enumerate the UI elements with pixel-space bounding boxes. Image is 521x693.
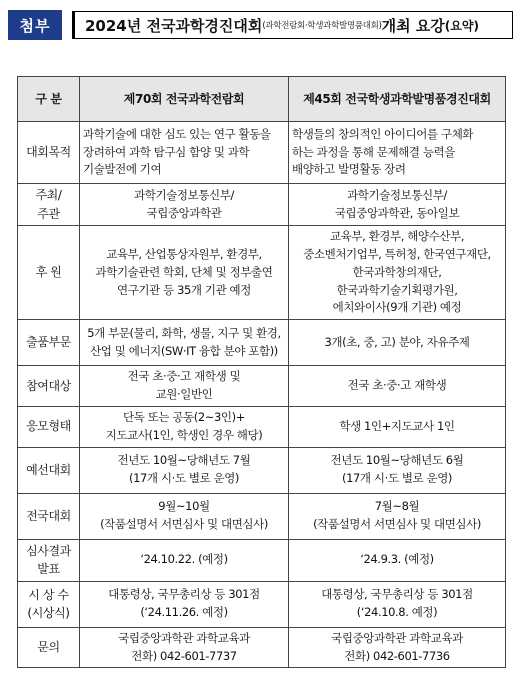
cell-line: 전국 초·중·고 재학생 및: [127, 369, 241, 384]
cell-line: 중소벤처기업부, 특허청, 한국연구재단,: [303, 247, 491, 261]
cell-line: 교원·일반인: [155, 387, 213, 402]
document-header: [8, 8, 513, 42]
cell-line: 장려하여 과학 탐구심 함양 및 과학: [83, 144, 250, 159]
table-row: [18, 627, 506, 668]
cell-line: 출품부문: [26, 335, 71, 350]
cell-line: 주관: [37, 206, 60, 221]
row-label: [18, 122, 80, 184]
table-row: [18, 493, 506, 539]
title-end: 개최 요강: [381, 16, 445, 35]
row-label: [18, 320, 80, 366]
cell-line: 대통령상, 국무총리상 등 301점: [321, 587, 473, 602]
cell-line: 에치와이사(9개 기관) 예정: [332, 300, 462, 315]
row-label: [18, 184, 80, 226]
cell-line: (‘24.10.8. 예정): [356, 605, 438, 620]
header-science-exhibition: 제70회 전국과학전람회: [80, 77, 289, 122]
row-label: [18, 226, 80, 320]
science-exhibition-cell: [80, 627, 289, 668]
cell-line: 대통령상, 국무총리상 등 301점: [108, 587, 260, 602]
invention-contest-cell: [289, 493, 506, 539]
title-tag: (요약): [444, 18, 479, 33]
cell-line: 국립중앙과학관 과학교육과: [331, 630, 463, 645]
invention-contest-cell: [289, 447, 506, 493]
cell-line: 문의: [37, 640, 60, 655]
cell-line: 발표: [37, 562, 60, 577]
cell-line: 응모형태: [26, 419, 71, 434]
title-paren: (과학전람회·학생과학발명품대회): [262, 21, 382, 31]
cell-line: (17개 시·도 별로 운영): [342, 471, 452, 485]
cell-line: 전국 초·중·고 재학생: [347, 378, 447, 393]
table-row: [18, 539, 506, 581]
table-row: [18, 366, 506, 407]
science-exhibition-cell: [80, 366, 289, 407]
cell-line: 과학기술관련 학회, 단체 및 정부출연: [95, 264, 273, 279]
cell-line: 참여대상: [26, 378, 71, 393]
cell-line: 배양하고 발명활동 장려: [292, 162, 406, 177]
cell-line: 9월~10월: [158, 499, 210, 514]
science-exhibition-cell: [80, 320, 289, 366]
table-header-row: [18, 77, 506, 122]
cell-line: (작품설명서 서면심사 및 대면심사): [313, 517, 481, 531]
table-row: [18, 320, 506, 366]
row-label: [18, 366, 80, 407]
row-label: [18, 406, 80, 447]
table-row: [18, 406, 506, 447]
document-title: [72, 11, 513, 39]
invention-contest-cell: [289, 366, 506, 407]
science-exhibition-cell: [80, 406, 289, 447]
science-exhibition-cell: [80, 184, 289, 226]
cell-line: 학생 1인+지도교사 1인: [339, 418, 455, 433]
table-row: [18, 581, 506, 627]
attachment-badge: 첨부: [8, 10, 62, 40]
cell-line: 산업 및 에너지(SW·IT 융합 분야 포함)): [90, 343, 278, 358]
row-label: [18, 539, 80, 581]
cell-line: 전국대회: [26, 508, 71, 523]
row-label: [18, 627, 80, 668]
invention-contest-cell: [289, 226, 506, 320]
cell-line: (작품설명서 서면심사 및 대면심사): [100, 517, 268, 531]
competition-table: [17, 76, 506, 668]
cell-line: 한국과학기술기획평가원,: [336, 282, 458, 297]
cell-line: (시상식): [27, 606, 70, 621]
cell-line: 학생들의 창의적인 아이디어를 구체화: [292, 126, 474, 141]
cell-line: 단독 또는 공동(2~3인)+: [123, 409, 245, 424]
cell-line: 교육부, 산업통상자원부, 환경부,: [106, 247, 262, 261]
table-row: [18, 226, 506, 320]
cell-line: 과학기술정보통신부/: [134, 187, 234, 202]
table-row: [18, 184, 506, 226]
cell-line: 전년도 10월~당해년도 6월: [330, 453, 464, 468]
cell-line: 국립중앙과학관: [146, 205, 222, 220]
cell-line: 기술발전에 기여: [83, 162, 162, 177]
cell-line: 후 원: [35, 265, 62, 280]
cell-line: 과학기술에 대한 심도 있는 연구 활동을: [83, 126, 271, 141]
row-label: [18, 447, 80, 493]
row-label: [18, 493, 80, 539]
cell-line: 전화) 042-601-7737: [131, 648, 237, 663]
cell-line: 5개 부문(물리, 화학, 생물, 지구 및 환경,: [87, 325, 281, 340]
cell-line: 전년도 10월~당해년도 7월: [117, 453, 251, 468]
cell-line: (‘24.11.26. 예정): [140, 605, 228, 620]
cell-line: 전화) 042-601-7736: [344, 648, 450, 663]
table-row: [18, 122, 506, 184]
header-invention-contest: 제45회 전국학생과학발명품경진대회: [289, 77, 506, 122]
cell-line: 지도교사(1인, 학생인 경우 해당): [105, 427, 263, 442]
cell-line: 한국과학창의재단,: [352, 264, 442, 279]
cell-line: 심사결과: [26, 543, 71, 558]
science-exhibition-cell: [80, 493, 289, 539]
cell-line: 국립중앙과학관, 동아일보: [334, 205, 460, 220]
science-exhibition-cell: [80, 447, 289, 493]
cell-line: 시 상 수: [28, 587, 69, 602]
title-main: 2024년 전국과학경진대회: [85, 16, 263, 35]
cell-line: ‘24.10.22. (예정): [140, 552, 228, 567]
cell-line: 연구기관 등 35개 기관 예정: [117, 282, 251, 297]
invention-contest-cell: [289, 406, 506, 447]
cell-line: 대회목적: [26, 145, 71, 160]
science-exhibition-cell: [80, 226, 289, 320]
header-category: 구 분: [18, 77, 80, 122]
invention-contest-cell: [289, 539, 506, 581]
invention-contest-cell: [289, 122, 506, 184]
cell-line: 교육부, 환경부, 해양수산부,: [329, 229, 465, 244]
invention-contest-cell: [289, 184, 506, 226]
cell-line: 주최/: [35, 188, 62, 202]
invention-contest-cell: [289, 627, 506, 668]
cell-line: 과학기술정보통신부/: [347, 187, 447, 202]
science-exhibition-cell: [80, 122, 289, 184]
cell-line: (17개 시·도 별로 운영): [129, 471, 239, 485]
cell-line: ‘24.9.3. (예정): [360, 552, 434, 567]
cell-line: 국립중앙과학관 과학교육과: [118, 630, 250, 645]
row-label: [18, 581, 80, 627]
science-exhibition-cell: [80, 539, 289, 581]
cell-line: 7월~8월: [374, 499, 420, 514]
cell-line: 하는 과정을 통해 문제해결 능력을: [292, 144, 455, 159]
invention-contest-cell: [289, 581, 506, 627]
cell-line: 3개(초, 중, 고) 분야, 자유주제: [324, 334, 470, 349]
invention-contest-cell: [289, 320, 506, 366]
table-row: [18, 447, 506, 493]
cell-line: 예선대회: [26, 462, 71, 477]
science-exhibition-cell: [80, 581, 289, 627]
